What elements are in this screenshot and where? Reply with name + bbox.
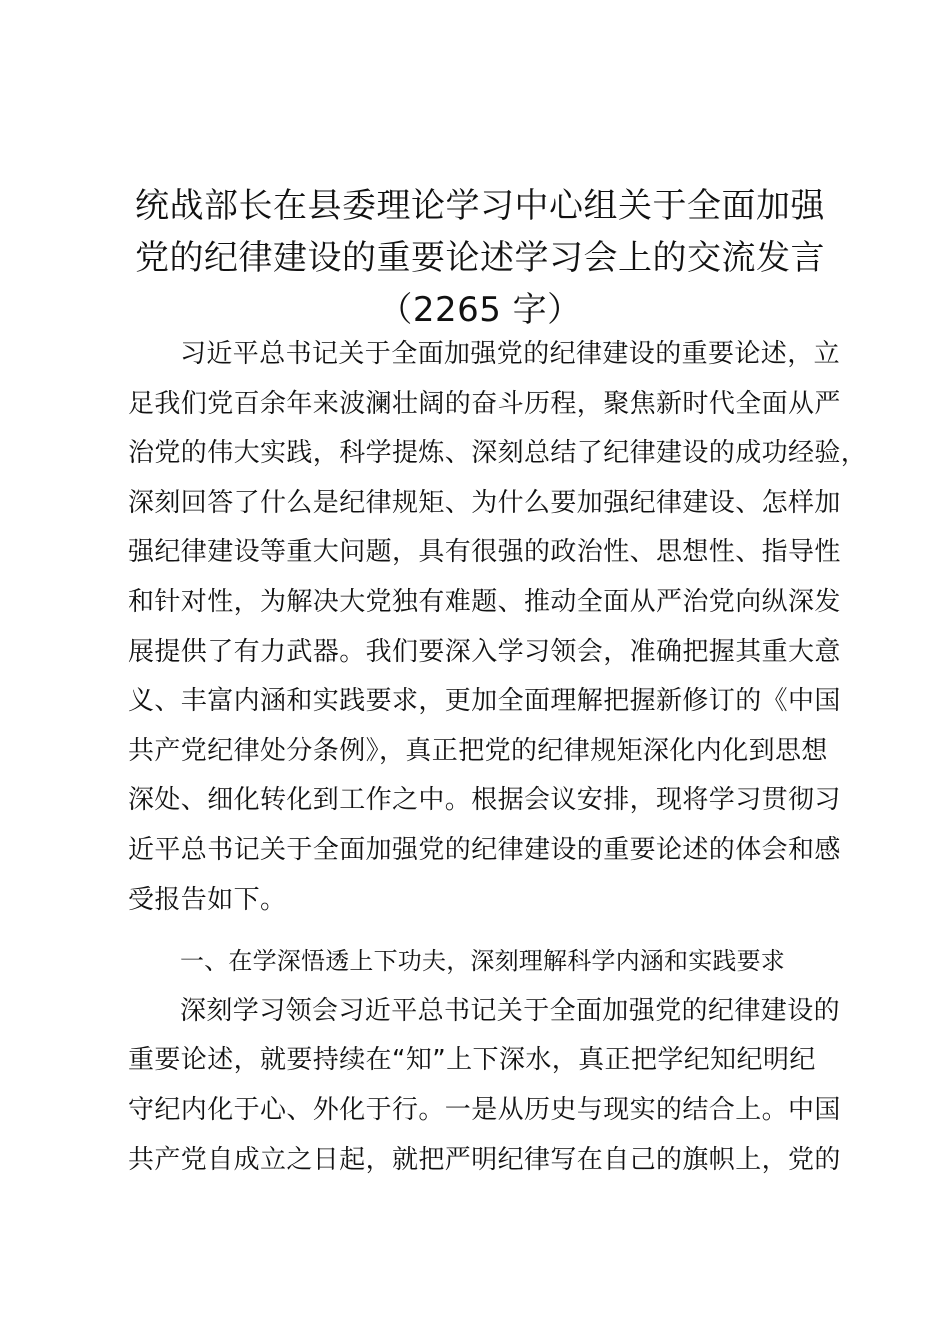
paragraph-line: 习近平总书记关于全面加强党的纪律建设的重要论述，立 bbox=[180, 339, 841, 369]
paragraph-line: 展提供了有力武器。我们要深入学习领会，准确把握其重大意 bbox=[128, 636, 841, 667]
paragraph-line: 和针对性，为解决大党独有难题、推动全面从严治党向纵深发 bbox=[128, 586, 841, 617]
section-heading: 一、在学深悟透上下功夫，深刻理解科学内涵和实践要求 bbox=[180, 947, 785, 976]
paragraph-gap bbox=[128, 925, 834, 937]
title-line-1: 统战部长在县委理论学习中心组关于全面加强 bbox=[135, 186, 825, 226]
paragraph-line: 近平总书记关于全面加强党的纪律建设的重要论述的体会和感 bbox=[128, 834, 841, 865]
paragraph-line: 足我们党百余年来波澜壮阔的奋斗历程，聚焦新时代全面从严 bbox=[128, 388, 841, 419]
paragraph-line: 共产党纪律处分条例》，真正把党的纪律规矩深化内化到思想 bbox=[128, 735, 828, 766]
paragraph-line: 治党的伟大实践，科学提炼、深刻总结了纪律建设的成功经验， bbox=[128, 438, 868, 469]
paragraph-line: 深刻学习领会习近平总书记关于全面加强党的纪律建设的 bbox=[180, 995, 841, 1026]
document-body bbox=[128, 330, 868, 1185]
paragraph-line: 义、丰富内涵和实践要求，更加全面理解把握新修订的《中国 bbox=[128, 686, 841, 717]
title-word-count: （2265 字） bbox=[378, 290, 582, 330]
title-line-2: 党的纪律建设的重要论述学习会上的交流发言 bbox=[135, 238, 825, 278]
paragraph-line: 强纪律建设等重大问题，具有很强的政治性、思想性、指导性 bbox=[128, 537, 841, 568]
document-title bbox=[110, 180, 850, 336]
paragraph-line: 共产党自成立之日起，就把严明纪律写在自己的旗帜上，党的 bbox=[128, 1144, 841, 1175]
paragraph-line: 重要论述，就要持续在“知”上下深水，真正把学纪知纪明纪 bbox=[128, 1045, 816, 1076]
paragraph-line: 受报告如下。 bbox=[128, 884, 287, 915]
paragraph-intro bbox=[128, 330, 868, 925]
paragraph-line: 守纪内化于心、外化于行。一是从历史与现实的结合上。中国 bbox=[128, 1094, 841, 1125]
paragraph-line: 深刻回答了什么是纪律规矩、为什么要加强纪律建设、怎样加 bbox=[128, 487, 841, 518]
paragraph-line: 深处、细化转化到工作之中。根据会议安排，现将学习贯彻习 bbox=[128, 785, 841, 816]
paragraph-section1 bbox=[128, 987, 841, 1185]
